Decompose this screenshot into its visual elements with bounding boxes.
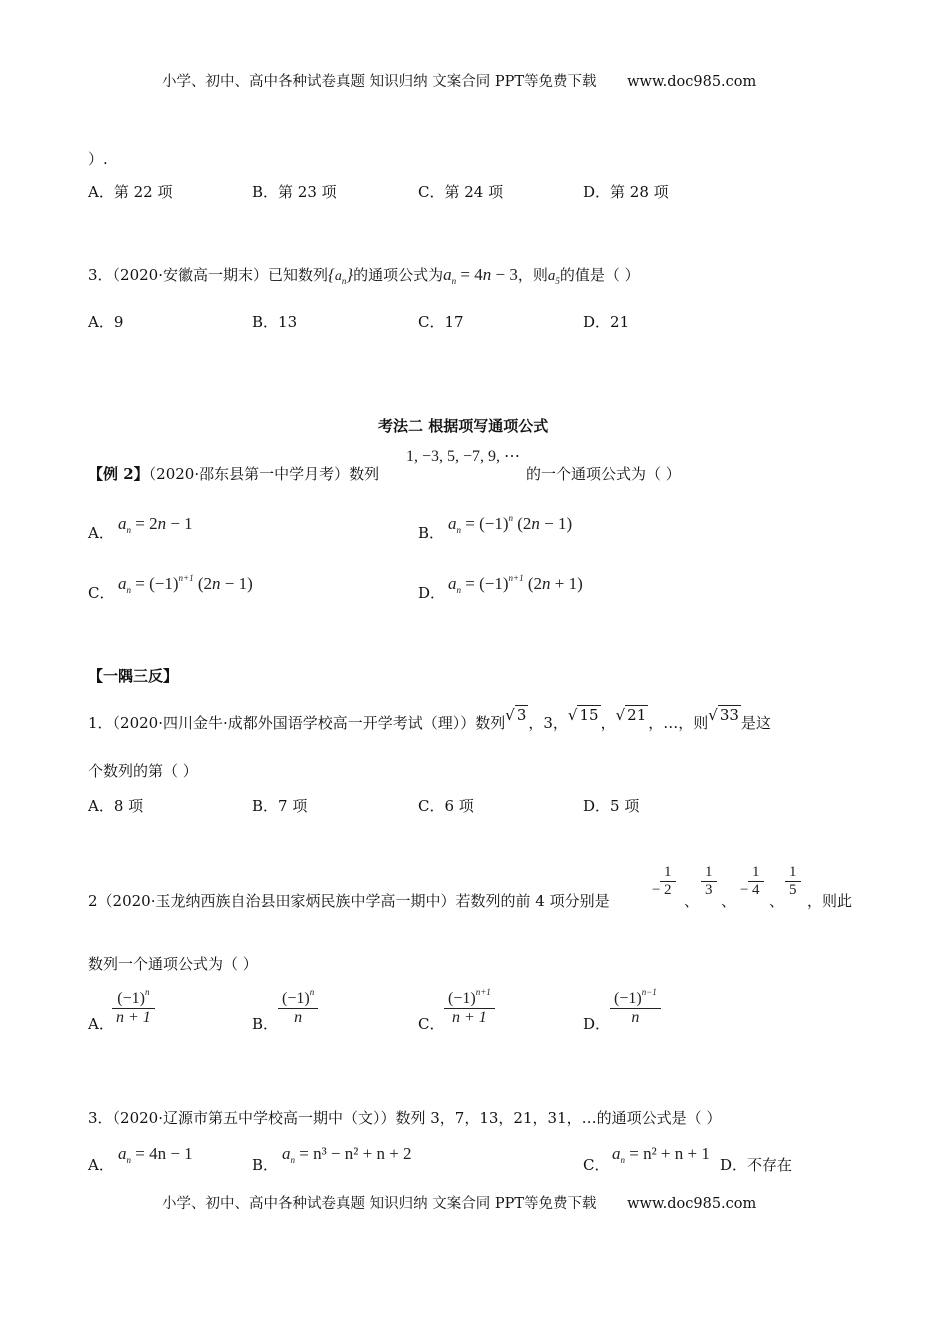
q2-option-c: C．第 24 项 [418, 183, 504, 201]
p2-frac-3-sign: − [740, 882, 749, 898]
p1-question-line2: 个数列的第（ ） [88, 762, 198, 780]
p1-option-c: C．6 项 [418, 797, 474, 815]
example-2: 【例 2】（2020·邵东县第一中学月考）数列 [88, 465, 380, 483]
ex2-option-d-formula: $a_n = (-1)^{n+1}$ (2n + 1) [448, 573, 583, 595]
p2-frac-1-sign: − [652, 882, 661, 898]
q2-tail: ）. [88, 150, 108, 168]
page-header: 小学、初中、高中各种试卷真题 知识归纳 文案合同 PPT等免费下载 www.doc985.com [162, 74, 757, 90]
p3-option-d: D．不存在 [720, 1156, 793, 1174]
p2-sep-1: 、 [684, 892, 700, 910]
q3-option-b: B．13 [252, 313, 298, 331]
ex2-option-c-letter: C． [88, 584, 115, 602]
p2-option-c-frac: $\frac{(-1)^{n+1}}{n + 1}$ [444, 990, 495, 1027]
ex2-option-b-letter: B． [418, 524, 445, 542]
p2-option-d-frac: $\frac{(-1)^{n-1}}{n}$ [610, 990, 661, 1027]
p2-option-b-frac: $\frac{(-1)^n}{n}$ [278, 990, 318, 1027]
sqrt-21: √ 21 [615, 706, 647, 724]
a5-symbol: $a_5$ [547, 268, 560, 286]
q2-option-b: B．第 23 项 [252, 183, 337, 201]
p2-frac-2: $\frac{1}{3}$ [701, 864, 717, 899]
p3-option-b-letter: B． [252, 1156, 279, 1174]
p3-option-c-letter: C． [583, 1156, 610, 1174]
p3-option-a-formula: $a_n = 4n - 1$ [118, 1144, 193, 1165]
p2-end: ，则此 [807, 892, 853, 910]
sqrt-15: √ 15 [567, 706, 599, 724]
ex2-option-a-letter: A． [88, 524, 114, 542]
q3-question: 3．（2020·安徽高一期末）已知数列$\{a_n\}$的通项公式为$a_n = 4n - 3$，则$a_5$的值是（ ） [88, 265, 640, 286]
ex2-option-b-formula: $a_n = (-1)^n$ (2n − 1) [448, 513, 573, 535]
ex2-option-d-letter: D． [418, 584, 446, 602]
q2-option-a: A．第 22 项 [88, 183, 173, 201]
p2-question-line2: 数列一个通项公式为（ ） [88, 955, 258, 973]
p2-option-a-letter: A． [88, 1015, 114, 1033]
q2-option-d: D．第 28 项 [583, 183, 669, 201]
p3-option-a-letter: A． [88, 1156, 114, 1174]
section-title: 考法二 根据项写通项公式 [378, 417, 549, 435]
p2-option-a-frac: $\frac{(-1)^n}{n + 1}$ [112, 990, 155, 1027]
ex2-option-c-formula: $a_n = (-1)^{n+1}$ (2n − 1) [118, 573, 253, 595]
yigesanfan-heading: 【一隅三反】 [88, 667, 179, 685]
p2-option-c-letter: C． [418, 1015, 445, 1033]
ex2-end: 的一个通项公式为（ ） [526, 465, 681, 483]
p2-option-d-letter: D． [583, 1015, 611, 1033]
page-footer: 小学、初中、高中各种试卷真题 知识归纳 文案合同 PPT等免费下载 www.doc985.com [162, 1196, 757, 1212]
q3-option-a: A．9 [88, 313, 124, 331]
p2-sep-3: 、 [769, 892, 785, 910]
p3-question: 3．（2020·辽源市第五中学校高一期中（文））数列 3，7，13，21，31，…的通项公式是（ ） [88, 1109, 722, 1127]
p2-frac-4: $\frac{1}{5}$ [785, 864, 801, 899]
p1-option-b: B．7 项 [252, 797, 308, 815]
p2-option-b-letter: B． [252, 1015, 279, 1033]
q3-formula: $a_n = 4n - 3$ [443, 265, 518, 286]
header-site: www.doc985.com [627, 74, 757, 90]
ex2-sequence: 1, −3, 5, −7, 9, ⋯ [406, 448, 521, 465]
p3-option-b-formula: $a_n = n^3 - n^2 + n + 2$ [282, 1144, 412, 1165]
seq-an-braces: $\{a_n\}$ [328, 265, 354, 286]
p3-option-c-formula: $a_n = n^2 + n + 1$ [612, 1144, 710, 1165]
p2-question: 2（2020·玉龙纳西族自治县田家炳民族中学高一期中）若数列的前 4 项分别是 [88, 892, 610, 910]
footer-site: www.doc985.com [627, 1196, 757, 1212]
p1-question: 1．（2020·四川金牛·成都外国语学校高一开学考试（理））数列√ 3 ，3，√ 15 ，√ 21 ，…，则√ 33 是这 [88, 706, 771, 732]
q3-option-c: C．17 [418, 313, 464, 331]
p2-sep-2: 、 [721, 892, 737, 910]
q3-option-d: D．21 [583, 313, 630, 331]
sqrt-3: √ 3 [505, 706, 527, 724]
p1-option-a: A．8 项 [88, 797, 144, 815]
p1-option-d: D．5 项 [583, 797, 640, 815]
sqrt-33: √ 33 [708, 706, 739, 724]
p2-frac-3: $\frac{1}{4}$ [748, 864, 764, 899]
p2-frac-1: $\frac{1}{2}$ [660, 864, 676, 899]
ex2-option-a-formula: $a_n = 2n - 1$ [118, 514, 193, 535]
